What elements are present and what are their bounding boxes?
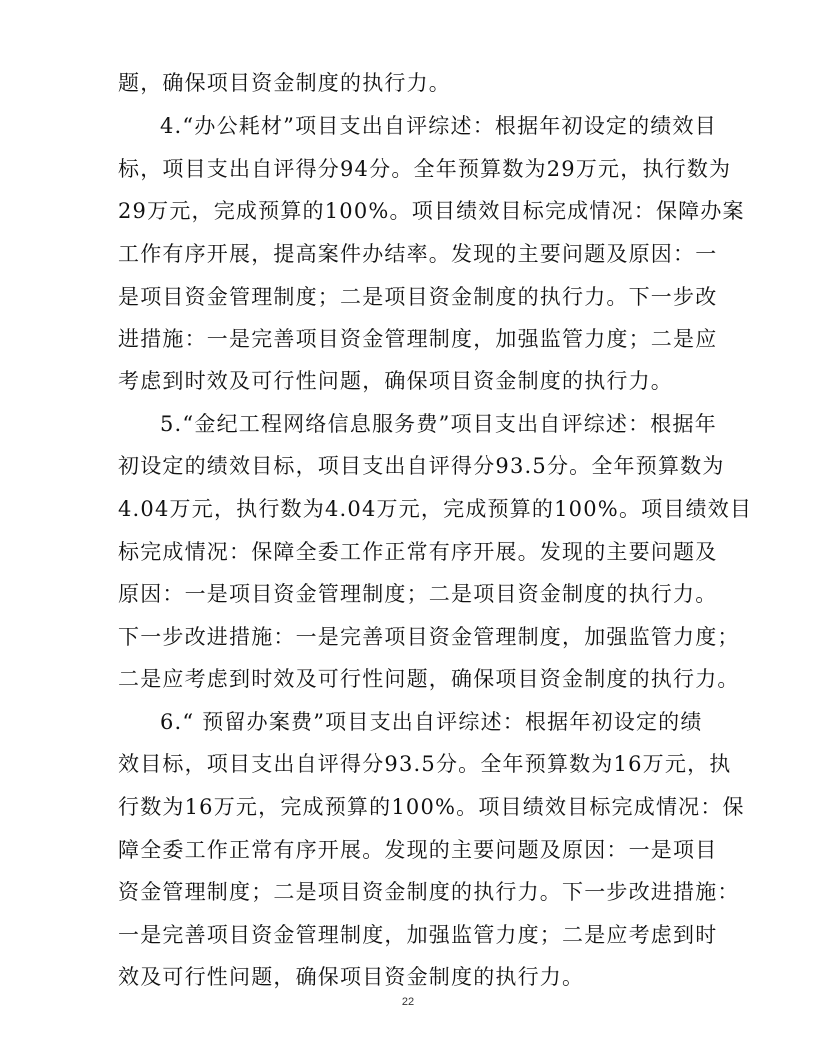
text-line: 5.“金纪工程网络信息服务费”项目支出自评综述：根据年 — [160, 412, 717, 436]
text-line: 4.“办公耗材”项目支出自评综述：根据年初设定的绩效目 — [160, 114, 717, 138]
text-line: 标，项目支出自评得分94分。全年预算数为29万元，执行数为 — [118, 157, 732, 181]
text-line: 4.04万元，执行数为4.04万元，完成预算的100%。项目绩效目 — [118, 497, 753, 521]
text-line: 效目标，项目支出自评得分93.5分。全年预算数为16万元，执 — [118, 752, 732, 776]
text-line: 6.“ 预留办案费”项目支出自评综述：根据年初设定的绩 — [160, 710, 703, 734]
text-line: 二是应考虑到时效及可行性问题，确保项目资金制度的执行力。 — [118, 667, 740, 691]
text-line: 标完成情况：保障全委工作正常有序开展。发现的主要问题及 — [118, 540, 718, 564]
text-line: 下一步改进措施：一是完善项目资金管理制度，加强监管力度； — [118, 625, 740, 649]
text-line: 原因：一是项目资金管理制度；二是项目资金制度的执行力。 — [118, 582, 718, 606]
text-line: 考虑到时效及可行性问题，确保项目资金制度的执行力。 — [118, 369, 673, 393]
page-number: 22 — [401, 996, 415, 1008]
text-line: 是项目资金管理制度；二是项目资金制度的执行力。下一步改 — [118, 285, 718, 309]
text-line: 初设定的绩效目标，项目支出自评得分93.5分。全年预算数为 — [118, 454, 725, 478]
text-line: 一是完善项目资金管理制度，加强监管力度；二是应考虑到时 — [118, 923, 718, 947]
text-line: 资金管理制度；二是项目资金制度的执行力。下一步改进措施： — [118, 880, 740, 904]
text-line: 行数为16万元，完成预算的100%。项目绩效目标完成情况：保 — [118, 795, 745, 819]
text-line: 障全委工作正常有序开展。发现的主要问题及原因：一是项目 — [118, 838, 718, 862]
text-line: 进措施：一是完善项目资金管理制度，加强监管力度；二是应 — [118, 327, 718, 351]
text-line: 效及可行性问题，确保项目资金制度的执行力。 — [118, 965, 585, 989]
text-line: 工作有序开展，提高案件办结率。发现的主要问题及原因：一 — [118, 242, 718, 266]
text-line: 题，确保项目资金制度的执行力。 — [118, 71, 451, 95]
text-line: 29万元，完成预算的100%。项目绩效目标完成情况：保障办案 — [118, 199, 745, 223]
